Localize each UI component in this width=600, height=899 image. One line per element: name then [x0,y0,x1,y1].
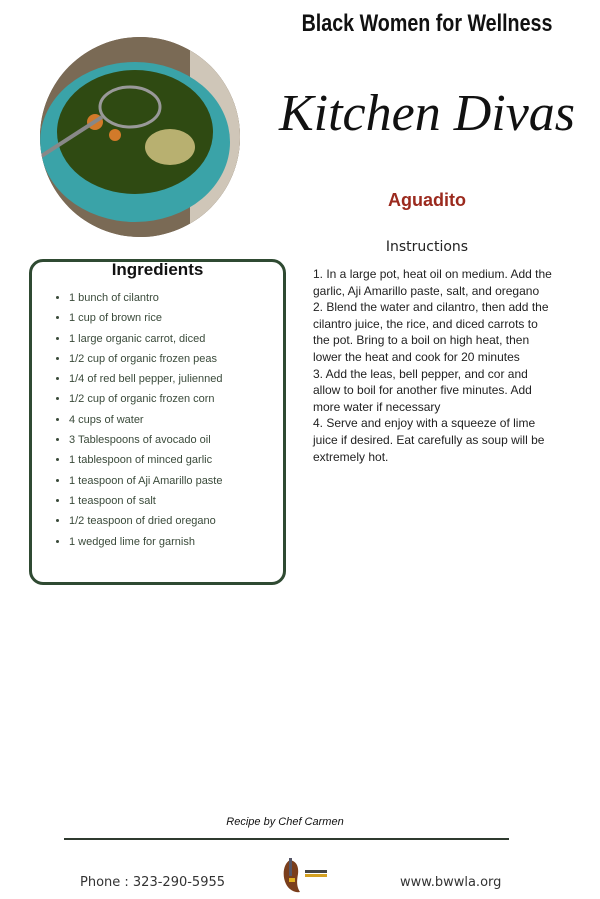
list-item: • 1/2 cup of organic frozen peas [69,351,223,371]
instruction-step: 3. Add the leas, bell pepper, and cor and allow to boil for another five minutes. Add more water if necessary [313,366,532,414]
page-title: Kitchen Divas [278,85,576,142]
website-link[interactable]: www.bwwla.org [400,875,502,890]
divider [64,838,509,840]
list-item: • 1 teaspoon of Aji Amarillo paste [69,473,223,493]
instructions-heading: Instructions [385,239,469,255]
list-item: • 1 bunch of cilantro [69,290,223,310]
list-item: • 1 teaspoon of salt [69,493,223,513]
recipe-name: Aguadito [388,190,466,210]
list-item: • 1/2 cup of organic frozen corn [69,391,223,411]
list-item: • 1 cup of brown rice [69,310,223,330]
recipe-credit: Recipe by Chef Carmen [226,816,344,828]
instruction-step: 1. In a large pot, heat oil on medium. Add the garlic, Aji Amarillo paste, salt, and oregano [313,267,552,298]
soup-photo [40,37,240,237]
list-item: • 4 cups of water [69,412,223,432]
list-item: • 1 large organic carrot, diced [69,331,223,351]
bwwla-logo-icon [280,856,332,894]
organization-name: Black Women for Wellness [301,10,553,37]
list-item: • 1/2 teaspoon of dried oregano [69,513,223,533]
ingredients-list [40,290,223,554]
phone-number: Phone : 323-290-5955 [80,875,226,890]
instructions-list [313,266,553,465]
instruction-step: 4. Serve and enjoy with a squeeze of lime juice if desired. Eat carefully as soup will be extremely hot. [313,416,545,464]
ingredients-heading: Ingredients [111,260,204,279]
instruction-step: 2. Blend the water and cilantro, then add the cilantro juice, the rice, and diced carrots to the pot. Bring to a boil on high heat, then lower the heat and cook for 20 minutes [313,300,549,364]
list-item: • 1 tablespoon of minced garlic [69,452,223,472]
list-item: • 1 wedged lime for garnish [69,534,223,554]
list-item: • 3 Tablespoons of avocado oil [69,432,223,452]
list-item: • 1/4 of red bell pepper, julienned [69,371,223,391]
